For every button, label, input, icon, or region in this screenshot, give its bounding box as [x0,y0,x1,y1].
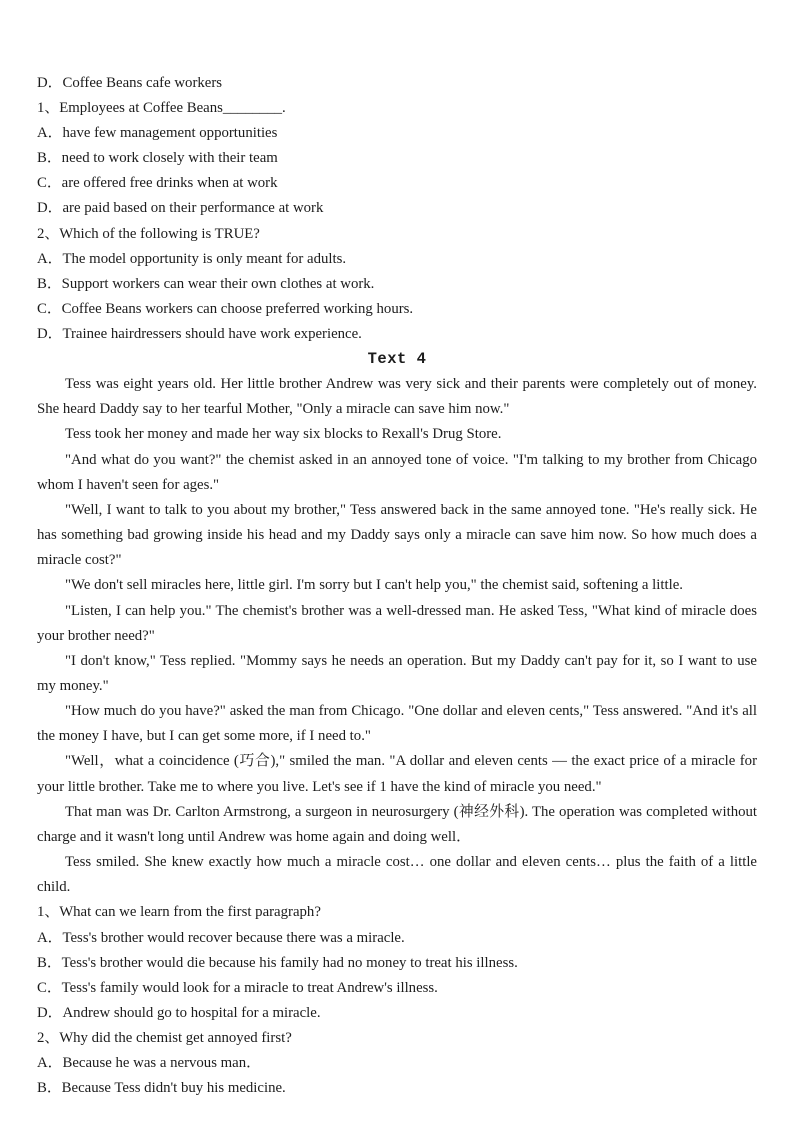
story-paragraph: That man was Dr. Carlton Armstrong, a surgeon in neurosurgery (神经外科). The operation was completed without charge and it wasn't long until Andrew was home again and doing well． [37,803,757,845]
option-line: B．need to work closely with their team [37,150,278,167]
option-line: B．Support workers can wear their own clothes at work. [37,275,375,292]
story-paragraph: Tess took her money and made her way six blocks to Rexall's Drug Store. [65,426,502,443]
question-stem: 1、Employees at Coffee Beans________. [37,100,286,117]
option-line: C．Coffee Beans workers can choose preferred working hours. [37,300,414,317]
question-stem: 2、Which of the following is TRUE? [37,225,260,242]
option-line: A．have few management opportunities [37,125,278,142]
question-stem: 1、What can we learn from the first paragraph? [37,904,321,921]
option-line: A．Because he was a nervous man． [37,1054,261,1071]
option-line: A．Tess's brother would recover because there was a miracle. [37,929,405,946]
option-line: A．The model opportunity is only meant for adults. [37,250,347,267]
story-paragraph: "Well, I want to talk to you about my brother," Tess answered back in the same annoyed tone. "He's really sick. He has something bad growing inside his head and my Daddy says only a miracle can save him now. So how much does a miracle cost?" [37,501,757,569]
option-line: C．are offered free drinks when at work [37,175,278,192]
text4-heading: Text 4 [367,350,427,369]
story-paragraph: "We don't sell miracles here, little girl. I'm sorry but I can't help you," the chemist said, softening a little. [65,577,684,594]
story-paragraph: Tess was eight years old. Her little brother Andrew was very sick and their parents were completely out of money. She heard Daddy say to her tearful Mother, "Only a miracle can save him now." [37,376,757,418]
option-line: B．Tess's brother would die because his family had no money to treat his illness. [37,954,518,971]
option-line: D．Coffee Beans cafe workers [37,75,223,91]
story-paragraph: "Listen, I can help you." The chemist's brother was a well-dressed man. He asked Tess, "What kind of miracle does your brother need?" [37,602,757,644]
option-line: D．Trainee hairdressers should have work experience. [37,325,362,342]
story-paragraph: "And what do you want?" the chemist asked in an annoyed tone of voice. "I'm talking to my brother from Chicago whom I haven't seen for ages." [37,451,757,493]
story-paragraph: "How much do you have?" asked the man from Chicago. "One dollar and eleven cents," Tess answered. "And it's all the money I have, but I can get some more, if I need to." [37,703,757,745]
question-stem: 2、Why did the chemist get annoyed first? [37,1029,292,1046]
story-paragraph: Tess smiled. She knew exactly how much a miracle cost… one dollar and eleven cents… plus the faith of a little child. [37,854,757,896]
option-line: D．are paid based on their performance at work [37,200,324,217]
option-line: B．Because Tess didn't buy his medicine. [37,1080,286,1097]
story-paragraph: "I don't know," Tess replied. "Mommy says he needs an operation. But my Daddy can't pay for it, so I want to use my money." [37,652,757,694]
story-paragraph: "Well，what a coincidence (巧合)," smiled the man. "A dollar and eleven cents — the exact price of a miracle for your little brother. Take me to where you live. Let's see if 1 have the kind of miracle you need." [37,753,757,795]
option-line: C．Tess's family would look for a miracle to treat Andrew's illness. [37,979,438,996]
option-line: D．Andrew should go to hospital for a miracle. [37,1004,321,1021]
